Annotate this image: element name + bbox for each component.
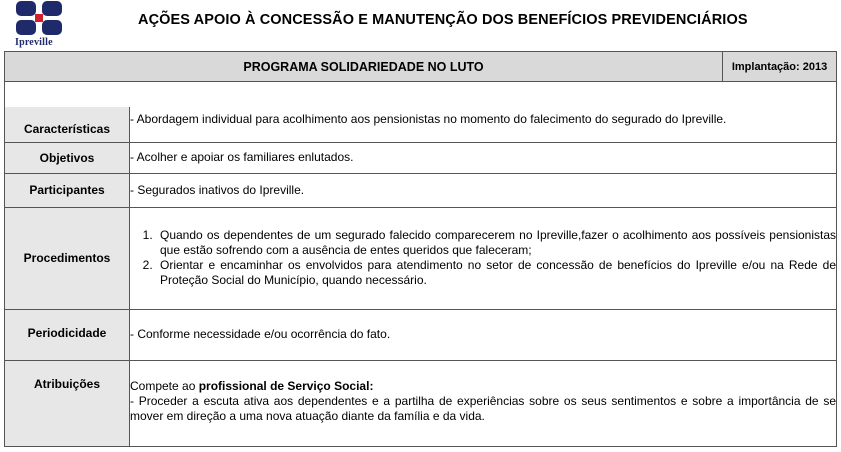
label-participantes: Participantes <box>5 173 130 207</box>
label-atribuicoes: Atribuições <box>5 360 130 446</box>
row-objetivos <box>5 142 837 173</box>
document-title: AÇÕES APOIO À CONCESSÃO E MANUTENÇÃO DOS BENEFÍCIOS PREVIDENCIÁRIOS <box>138 12 748 28</box>
atribuicoes-intro <box>130 379 836 394</box>
text-objetivos: - Acolher e apoiar os familiares enlutados. <box>130 142 837 173</box>
row-periodicidade <box>5 309 837 360</box>
logo-text: Ipreville <box>15 37 53 48</box>
list-item: 2. Orientar e encaminhar os envolvidos para atendimento no setor de concessão de benefícios do Ipreville e/ou na Rede de Proteção Social do Município, quando necessário. <box>156 258 836 288</box>
list-item: 1. Quando os dependentes de um segurado falecido comparecerem no Ipreville,fazer o acolhimento aos possíveis pensionistas que estão sofrendo com a ausência de entes queridos que faleceram; <box>156 228 836 258</box>
text-atribuicoes: - Proceder a escuta ativa aos dependentes e a partilha de experiências sobre os seus sentimentos e sobre a importância de se mover em direção a uma nova atuação diante da família e da vida. <box>130 393 837 423</box>
label-periodicidade: Periodicidade <box>5 309 130 360</box>
procedimentos-list <box>130 228 836 288</box>
label-caracteristicas: Características <box>5 107 130 142</box>
label-objetivos: Objetivos <box>5 142 130 173</box>
spacer-row <box>5 82 837 108</box>
row-caracteristicas <box>5 107 837 142</box>
atribuicoes-intro-bold: profissional de Serviço Social: <box>198 378 374 393</box>
text-caracteristicas: - Abordagem individual para acolhimento aos pensionistas no momento do falecimento do segurado do Ipreville. <box>130 107 837 142</box>
program-table <box>4 51 837 447</box>
program-name: PROGRAMA SOLIDARIEDADE NO LUTO <box>5 52 723 82</box>
row-atribuicoes <box>5 360 837 446</box>
row-procedimentos <box>5 207 837 309</box>
text-periodicidade: - Conforme necessidade e/ou ocorrência do fato. <box>130 309 837 360</box>
procedimentos-content <box>130 207 837 309</box>
atribuicoes-intro-text: Compete ao <box>130 378 199 393</box>
atribuicoes-content <box>130 360 837 446</box>
row-participantes <box>5 173 837 207</box>
text-participantes: - Segurados inativos do Ipreville. <box>130 173 837 207</box>
program-header-row <box>5 52 837 82</box>
label-procedimentos: Procedimentos <box>5 207 130 309</box>
implantation-year: Implantação: 2013 <box>723 52 837 82</box>
